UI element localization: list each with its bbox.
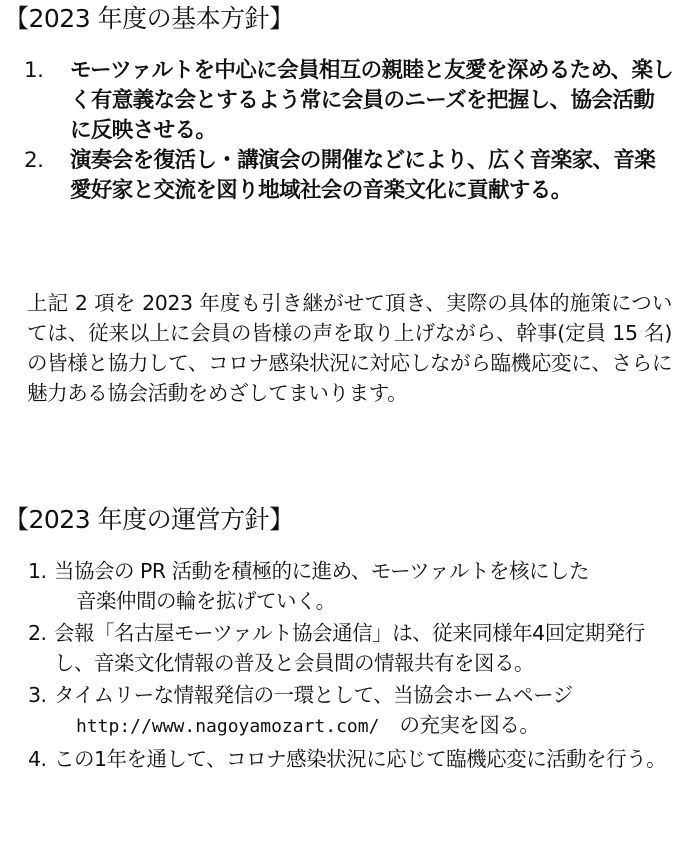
basic-policy-item-number: 2. — [24, 148, 44, 173]
operating-policy-item-continuation: 音楽仲間の輪を拡げていく。 — [76, 589, 336, 613]
basic-policy-list — [24, 56, 674, 206]
basic-policy-item — [24, 146, 674, 206]
operating-policy-item — [28, 618, 673, 678]
homepage-url-link[interactable]: http://www.nagoyamozart.com/ — [76, 716, 380, 737]
basic-policy-item-text: 演奏会を復活し・講演会の開催などにより、広く音楽家、音楽愛好家と交流を図り地域社会の音楽文化に貢献する。 — [70, 148, 656, 203]
operating-policy-item-text — [54, 680, 673, 742]
operating-policy-item-first-line: タイムリーな情報発信の一環として、当協会ホームページ — [54, 683, 573, 707]
operating-policy-item-text: 会報「名古屋モーツァルト協会通信」は、従来同様年4回定期発行し、音楽文化情報の普及と会員間の情報共有を図る。 — [54, 621, 645, 675]
basic-policy-item — [24, 56, 674, 146]
basic-policy-paragraph: 上記 2 項を 2023 年度も引き継がせて頂き、実際の具体的施策については、従来以上に会員の皆様の声を取り上げながら、幹事(定員 15 名)の皆様と協力して、コロナ感染状況に対応しながら臨機応変に、さらに魅力ある協会活動をめざしてまいります。 — [27, 291, 672, 405]
basic-policy-item-text: モーツァルトを中心に会員相互の親睦と友愛を深めるため、楽しく有意義な会とするよう常に会員のニーズを把握し、協会活動に反映させる。 — [70, 58, 674, 143]
operating-policy-item-number: 1. — [28, 559, 47, 583]
operating-policy-item — [28, 680, 673, 742]
basic-policy-heading: 【2023 年度の基本方針】 — [4, 4, 294, 33]
operating-policy-item — [28, 556, 673, 616]
operating-policy-item-number: 2. — [28, 621, 47, 645]
operating-policy-item-number: 4. — [28, 747, 47, 771]
operating-policy-list — [28, 556, 673, 776]
operating-policy-item-tail: の充実を図る。 — [399, 713, 540, 737]
operating-policy-item-text: この1年を通して、コロナ感染状況に応じて臨機応変に活動を行う。 — [54, 747, 667, 771]
operating-policy-item-continuation — [54, 710, 673, 742]
operating-policy-item — [28, 744, 673, 774]
operating-policy-item-first-line: 当協会の PR 活動を積極的に進め、モーツァルトを核にした — [54, 559, 589, 583]
operating-policy-item-text — [54, 556, 673, 616]
operating-policy-item-number: 3. — [28, 683, 47, 707]
basic-policy-item-number: 1. — [24, 58, 44, 83]
operating-policy-heading: 【2023 年度の運営方針】 — [4, 505, 294, 534]
